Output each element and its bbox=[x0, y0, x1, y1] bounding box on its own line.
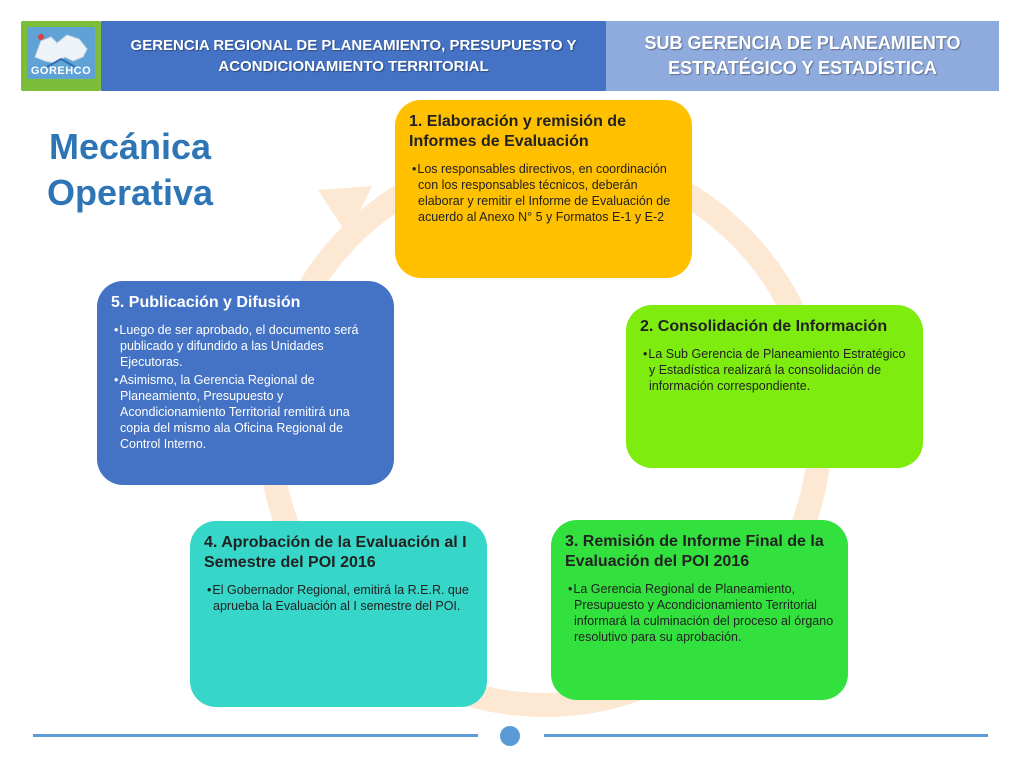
step-3-bullets bbox=[565, 581, 834, 645]
step-2-bullet: • La Sub Gerencia de Planeamiento Estratégico y Estadística realizará la consolidación de información correspondiente. bbox=[640, 346, 909, 394]
logo-text: GOREHCO bbox=[30, 65, 92, 77]
step-4-bullet: • El Gobernador Regional, emitirá la R.E.R. que aprueba la Evaluación al I semestre del POI. bbox=[204, 582, 473, 614]
header-regional-office bbox=[101, 21, 606, 91]
header-sub-office bbox=[606, 21, 999, 91]
footer-dot bbox=[500, 726, 520, 746]
step-5-title: 5. Publicación y Difusión bbox=[111, 294, 301, 311]
step-5-bullet: • Asimismo, la Gerencia Regional de Planeamiento, Presupuesto y Acondicionamiento Territorial remitirá una copia del mismo ala Oficina Regional de Control Interno. bbox=[111, 372, 380, 452]
page-title-line1: Mecánica bbox=[48, 126, 212, 167]
step-3-box bbox=[551, 520, 848, 700]
gorehco-logo bbox=[21, 21, 101, 91]
page-title-line2: Operativa bbox=[46, 172, 214, 213]
footer-line-right bbox=[544, 734, 988, 737]
logo-emblem bbox=[27, 27, 95, 79]
step-2-box bbox=[626, 305, 923, 468]
step-3-title: 3. Remisión de Informe Final de la Evaluación del POI 2016 bbox=[565, 533, 824, 570]
step-1-bullets bbox=[409, 161, 678, 225]
step-5-bullets bbox=[111, 322, 380, 452]
page-title bbox=[30, 124, 230, 216]
step-1-bullet: • Los responsables directivos, en coordinación con los responsables técnicos, deberán elaborar y remitir el Informe de Evaluación de acuerdo al Anexo N° 5 y Formatos E-1 y E-2 bbox=[409, 161, 678, 225]
step-3-bullet: • La Gerencia Regional de Planeamiento, Presupuesto y Acondicionamiento Territorial informará la culminación del proceso al órgano resolutivo para su aprobación. bbox=[565, 581, 834, 645]
header-right-title: SUB GERENCIA DE PLANEAMIENTO ESTRATÉGICO Y ESTADÍSTICA bbox=[644, 33, 961, 78]
step-4-bullets bbox=[204, 582, 473, 614]
step-5-bullet: • Luego de ser aprobado, el documento será publicado y difundido a las Unidades Ejecutoras. bbox=[111, 322, 380, 370]
step-4-box bbox=[190, 521, 487, 707]
step-2-bullets bbox=[640, 346, 909, 394]
step-4-title: 4. Aprobación de la Evaluación al I Semestre del POI 2016 bbox=[204, 534, 467, 571]
step-1-title: 1. Elaboración y remisión de Informes de Evaluación bbox=[409, 113, 626, 150]
footer-line-left bbox=[33, 734, 478, 737]
step-1-box bbox=[395, 100, 692, 278]
step-5-box bbox=[97, 281, 394, 485]
header-left-title: GERENCIA REGIONAL DE PLANEAMIENTO, PRESUPUESTO Y ACONDICIONAMIENTO TERRITORIAL bbox=[130, 37, 577, 75]
step-2-title: 2. Consolidación de Información bbox=[640, 318, 888, 335]
